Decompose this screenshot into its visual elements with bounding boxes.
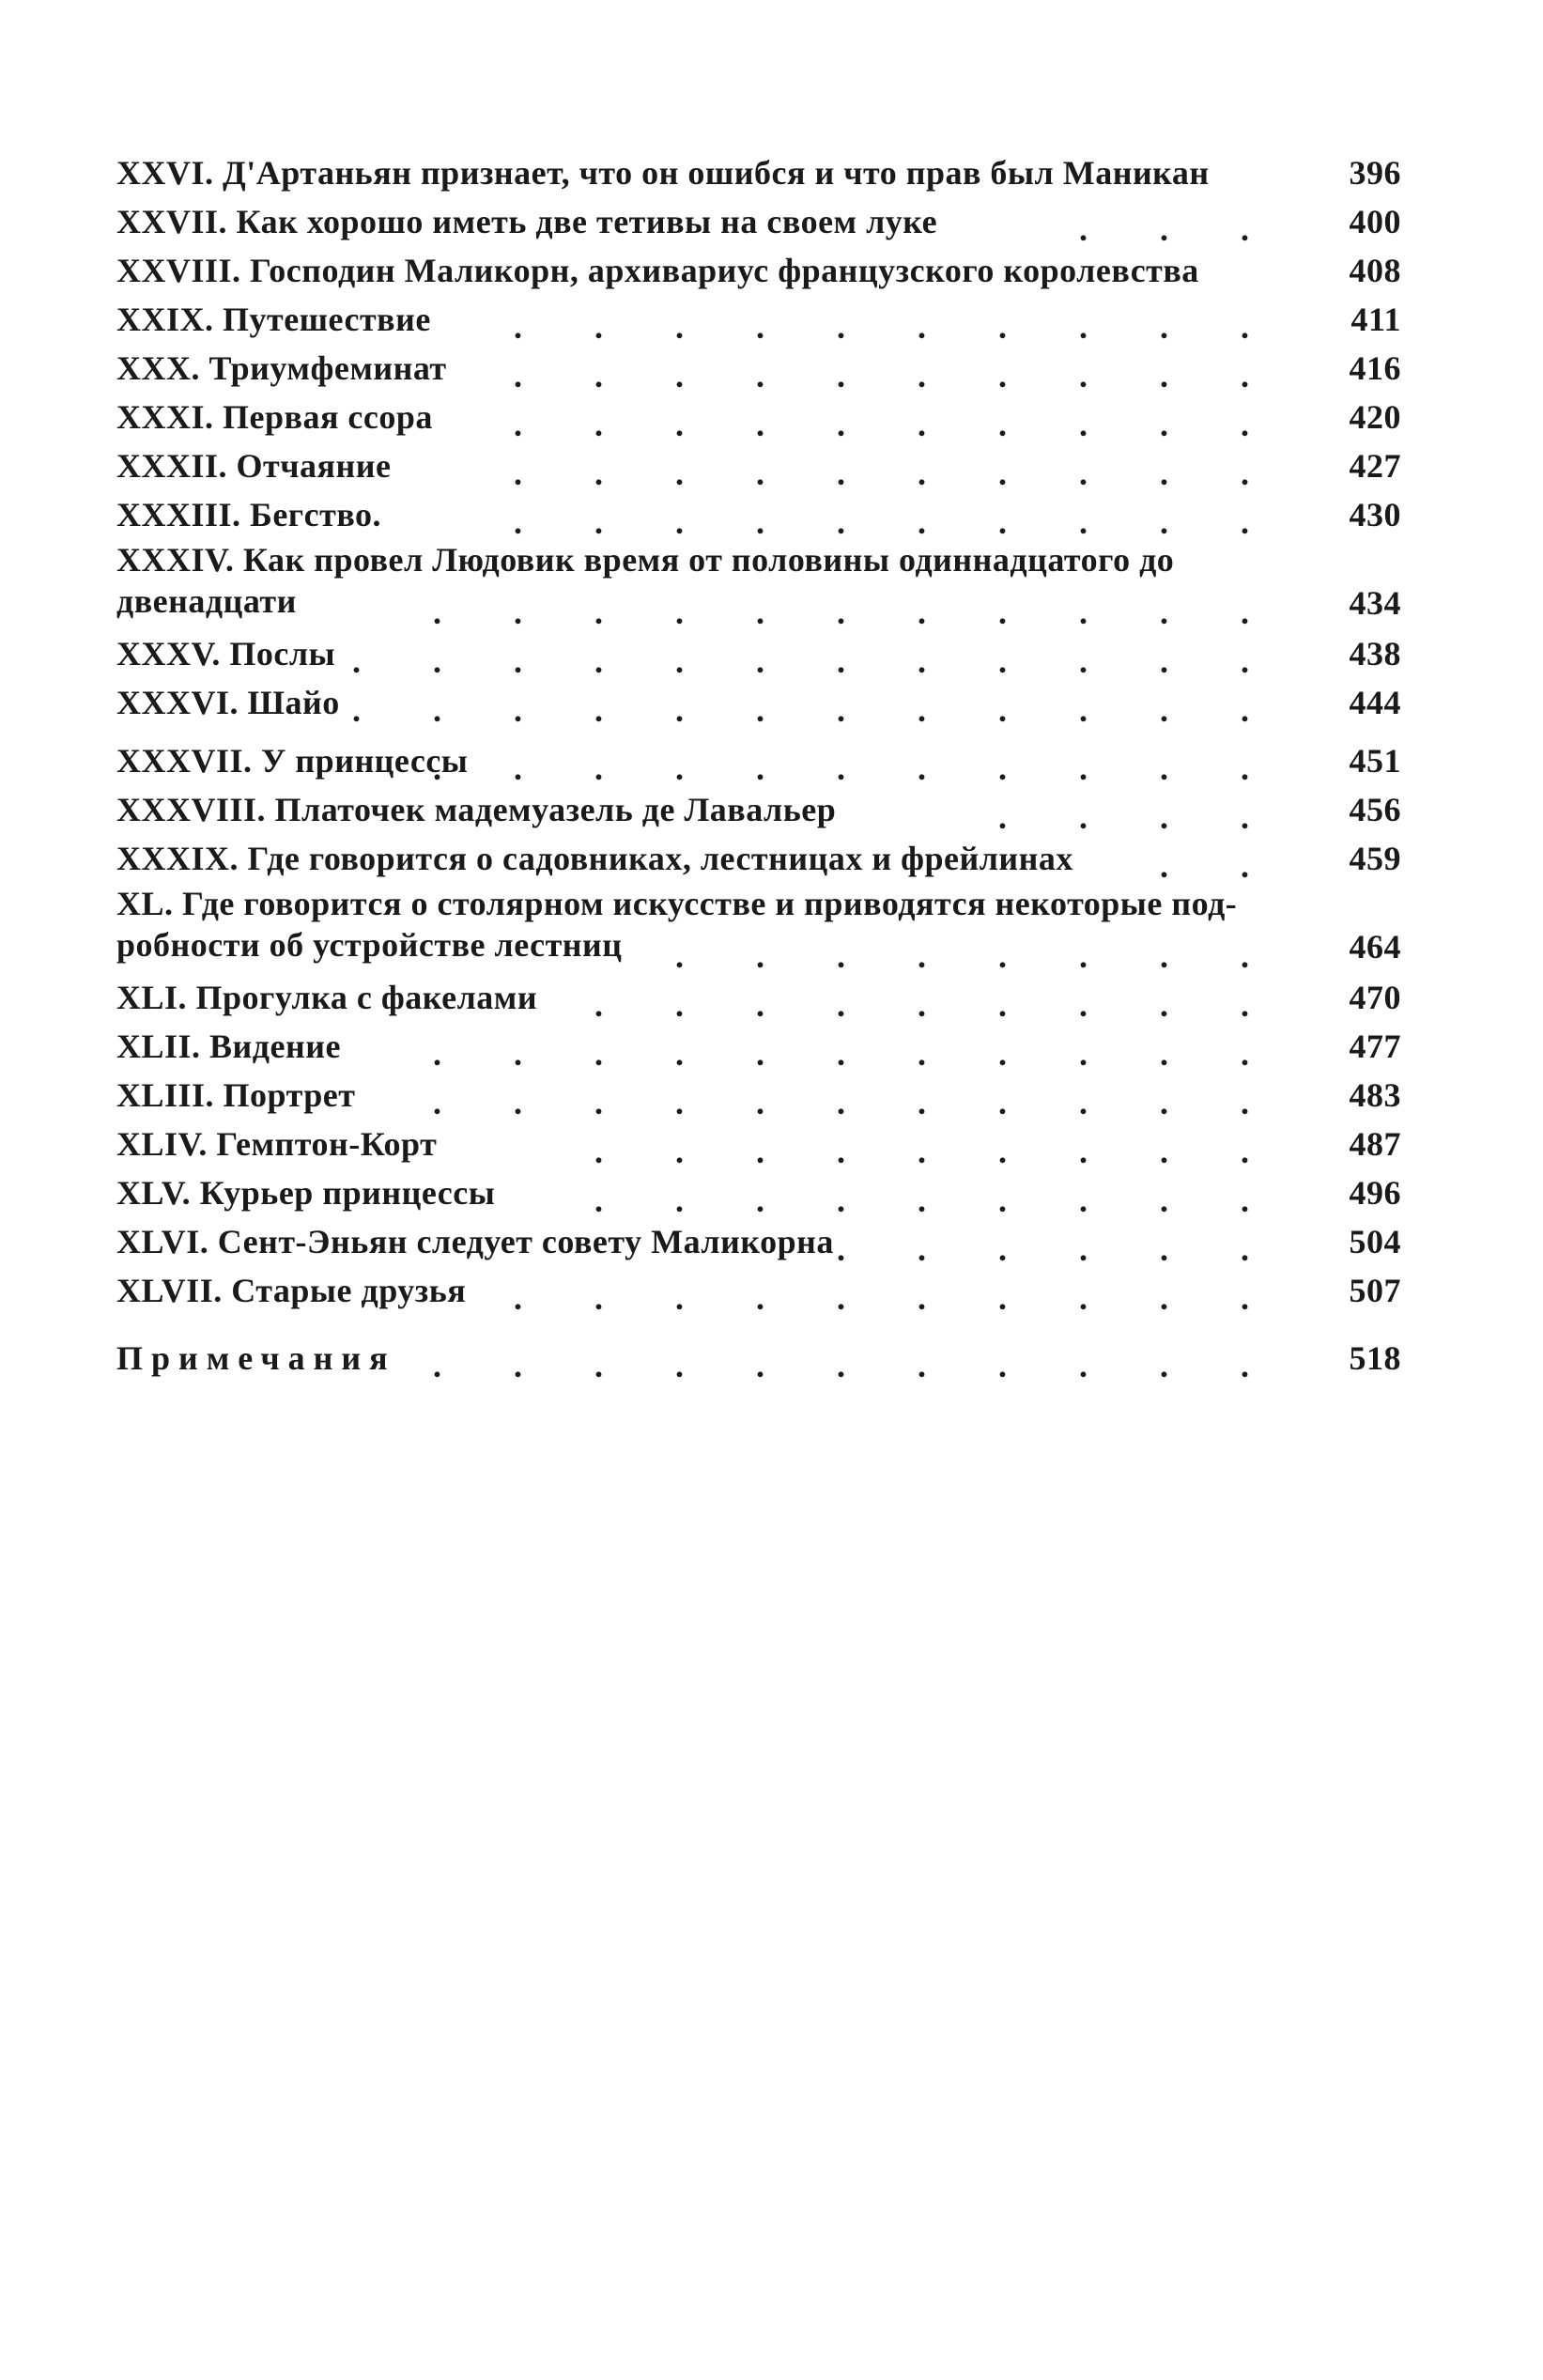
toc-entry bbox=[116, 1022, 1422, 1071]
toc-entry bbox=[116, 393, 1422, 441]
toc-leader-dots: . . . . . . . . . . . bbox=[433, 750, 1281, 781]
table-of-contents bbox=[116, 148, 1422, 1383]
toc-entry-title: XXXVII. У принцессы bbox=[116, 742, 469, 780]
toc-leader-dots: . . . . . . . . . bbox=[594, 986, 1281, 1018]
toc-page-number: 411 bbox=[1350, 301, 1401, 338]
toc-entry-title: XXX. Триумфеминат bbox=[116, 349, 447, 387]
toc-page-number: 470 bbox=[1349, 979, 1401, 1016]
toc-leader-dots: . . bbox=[1160, 847, 1281, 879]
toc-entry bbox=[116, 1120, 1422, 1168]
toc-page-number: 477 bbox=[1349, 1028, 1401, 1065]
toc-page-number: 483 bbox=[1349, 1076, 1401, 1114]
toc-entry-title: XLI. Прогулка с факелами bbox=[116, 979, 538, 1016]
toc-page-number: 518 bbox=[1349, 1339, 1401, 1377]
toc-entry-title: XXVII. Как хорошо иметь две тетивы на своем луке bbox=[116, 203, 938, 240]
toc-leader-dots: . . . . . . . . . . bbox=[514, 357, 1281, 389]
toc-page-number: 504 bbox=[1349, 1223, 1401, 1260]
toc-leader-dots: . . . . . . . . . bbox=[594, 1182, 1281, 1213]
toc-entry bbox=[116, 197, 1422, 246]
toc-leader-dots: . . . . . . . . . . . bbox=[433, 1035, 1281, 1067]
toc-leader-dots: . . . . . . . . . . . . bbox=[352, 691, 1281, 723]
toc-page-number: 420 bbox=[1349, 398, 1401, 436]
toc-entry bbox=[116, 629, 1422, 678]
toc-page-number: 496 bbox=[1349, 1174, 1401, 1212]
toc-page-number: 507 bbox=[1349, 1272, 1401, 1309]
toc-entry-title: XXXIX. Где говорится о садовниках, лестницах и фрейлинах bbox=[116, 840, 1073, 877]
toc-leader-dots: . . . . . . bbox=[837, 1230, 1281, 1262]
toc-entry bbox=[116, 834, 1422, 883]
toc-leader-dots: . . . . . . . . . . . bbox=[433, 1084, 1281, 1116]
toc-leader-dots: . . . . . . . . . . . . bbox=[352, 642, 1281, 674]
toc-entry bbox=[116, 785, 1422, 834]
toc-page-number: 487 bbox=[1349, 1125, 1401, 1163]
toc-page-number: 408 bbox=[1349, 252, 1401, 289]
toc-page-number: 444 bbox=[1349, 684, 1401, 721]
toc-leader-dots: . . . . . . . . . . . bbox=[433, 1347, 1281, 1379]
toc-page-number: 396 bbox=[1349, 154, 1401, 192]
toc-entry bbox=[116, 148, 1422, 197]
toc-leader-dots: . . . . bbox=[998, 798, 1281, 830]
toc-entry bbox=[116, 736, 1422, 785]
toc-entry bbox=[116, 1266, 1422, 1315]
toc-entry-title: XXIX. Путешествие bbox=[116, 301, 431, 338]
toc-entry-title: XXVI. Д'Артаньян признает, что он ошибся и что прав был Маникан bbox=[116, 154, 1210, 192]
toc-leader-dots: . . . . . . . . . bbox=[594, 1133, 1281, 1165]
toc-page-number: 464 bbox=[1349, 928, 1401, 966]
toc-entry bbox=[116, 490, 1422, 539]
toc-page-number: 451 bbox=[1349, 742, 1401, 780]
toc-leader-dots: . . . . . . . . . . bbox=[514, 455, 1281, 487]
toc-entry-title: XLIII. Портрет bbox=[116, 1076, 356, 1114]
toc-leader-dots: . . . . . . . . bbox=[675, 937, 1281, 969]
toc-entry bbox=[116, 246, 1422, 295]
toc-page-number: 438 bbox=[1349, 635, 1401, 672]
toc-page-number: 400 bbox=[1349, 203, 1401, 240]
toc-page-number: 456 bbox=[1349, 791, 1401, 828]
toc-entry-title: XL. Где говорится о столярном искусстве и приводятся некоторые под- робности об устройстве лестниц bbox=[116, 885, 1238, 964]
toc-page-number: 434 bbox=[1349, 584, 1401, 622]
toc-leader-dots: . . . . . . . . . . bbox=[514, 406, 1281, 438]
toc-leader-dots: . . . bbox=[1079, 210, 1281, 242]
toc-entry-title: XXVIII. Господин Маликорн, архивариус французского королевства bbox=[116, 252, 1199, 289]
toc-page-number: 459 bbox=[1349, 840, 1401, 877]
toc-entry bbox=[116, 1168, 1422, 1217]
toc-page-number: 427 bbox=[1349, 447, 1401, 485]
toc-entry-title: XXXII. Отчаяние bbox=[116, 447, 392, 485]
toc-page-number: 416 bbox=[1349, 349, 1401, 387]
toc-entry-title: XLIV. Гемптон-Корт bbox=[116, 1125, 438, 1163]
toc-leader-dots: . . . . . . . . . . bbox=[514, 503, 1281, 535]
toc-entry-notes bbox=[116, 1334, 1422, 1383]
toc-entry-title: XLVII. Старые друзья bbox=[116, 1272, 467, 1309]
toc-entry bbox=[116, 344, 1422, 393]
toc-entry-title: XLVI. Сент-Эньян следует совету Маликорна bbox=[116, 1223, 834, 1260]
toc-entry-title: XXXV. Послы bbox=[116, 635, 336, 672]
toc-entry bbox=[116, 678, 1422, 727]
toc-page-number: 430 bbox=[1349, 496, 1401, 533]
toc-entry bbox=[116, 973, 1422, 1022]
toc-entry bbox=[116, 883, 1422, 973]
toc-entry bbox=[116, 1217, 1422, 1266]
toc-leader-dots: . . . . . . . . . . bbox=[514, 308, 1281, 340]
toc-entry bbox=[116, 441, 1422, 490]
toc-entry bbox=[116, 295, 1422, 344]
toc-leader-dots: . . . . . . . . . . . bbox=[433, 594, 1281, 626]
toc-entry-title: XLV. Курьер принцессы bbox=[116, 1174, 496, 1212]
toc-notes-title: Примечания bbox=[116, 1339, 396, 1377]
toc-entry-title: XXXIII. Бегство. bbox=[116, 496, 382, 533]
toc-entry bbox=[116, 539, 1422, 629]
toc-entry-title: XXXVI. Шайо bbox=[116, 684, 340, 721]
toc-entry-title: XXXIV. Как провел Людовик время от половины одиннадцатого до двенадцати bbox=[116, 541, 1175, 620]
toc-entry-title: XXXVIII. Платочек мадемуазель де Лавальер bbox=[116, 791, 837, 828]
toc-entry-title: XLII. Видение bbox=[116, 1028, 341, 1065]
toc-leader-dots: . . . . . . . . . . bbox=[514, 1279, 1281, 1311]
toc-entry bbox=[116, 1071, 1422, 1120]
toc-entry-title: XXXI. Первая ссора bbox=[116, 398, 433, 436]
